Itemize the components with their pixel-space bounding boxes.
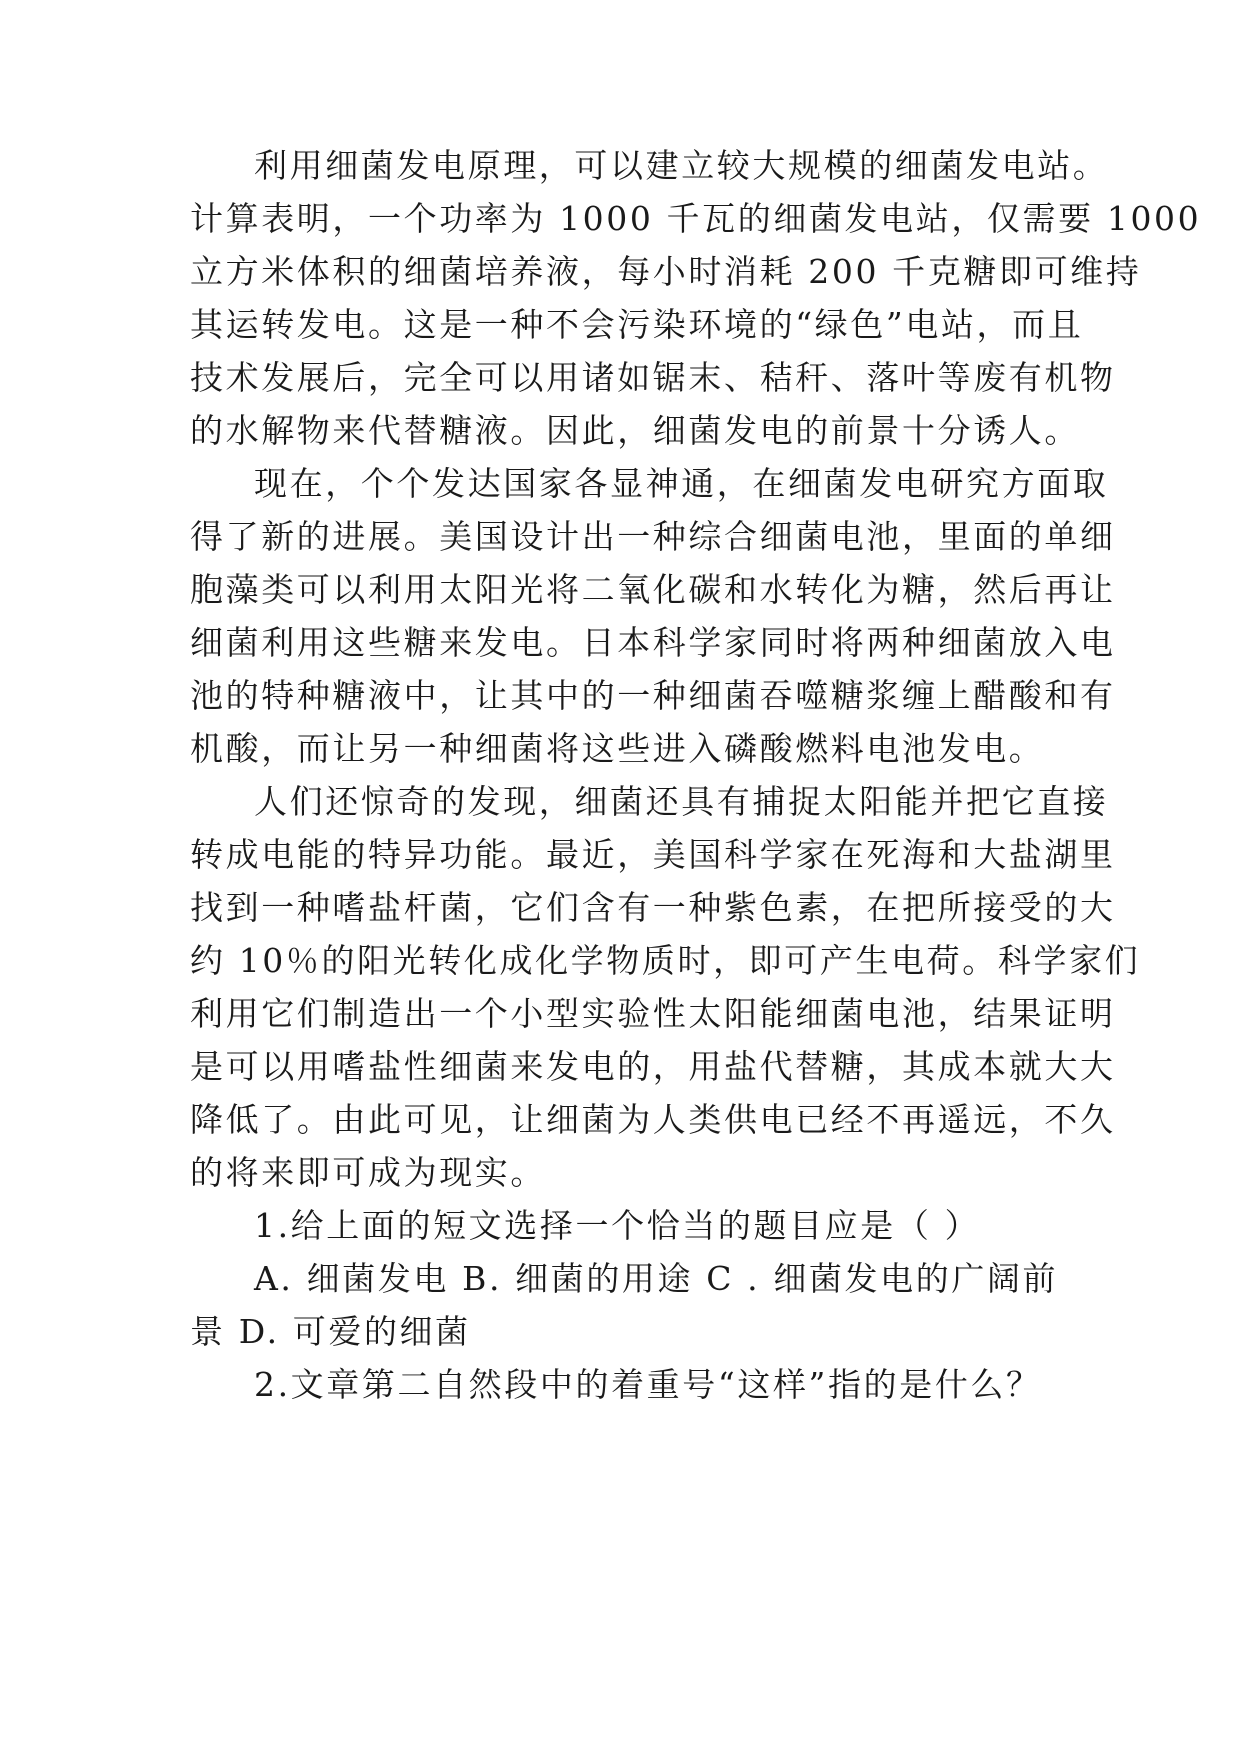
paragraph-3-line-6: 是可以用嗜盐性细菌来发电的，用盐代替糖，其成本就大大 [190, 1047, 1116, 1086]
paragraph-3-line-3: 找到一种嗜盐杆菌，它们含有一种紫色素，在把所接受的大 [190, 888, 1116, 927]
paragraph-2-line-1: 现在，个个发达国家各显神通，在细菌发电研究方面取 [254, 464, 1109, 503]
paragraph-2-line-4: 细菌利用这些糖来发电。日本科学家同时将两种细菌放入电 [190, 623, 1116, 662]
question-1: 1.给上面的短文选择一个恰当的题目应是（ ） [254, 1206, 981, 1245]
paragraph-1-line-5: 技术发展后，完全可以用诸如锯末、秸秆、落叶等废有机物 [190, 358, 1116, 397]
paragraph-2-line-6: 机酸，而让另一种细菌将这些进入磷酸燃料电池发电。 [190, 729, 1045, 768]
paragraph-3-line-2: 转成电能的特异功能。最近，美国科学家在死海和大盐湖里 [190, 835, 1116, 874]
paragraph-1-line-1: 利用细菌发电原理，可以建立较大规模的细菌发电站。 [254, 146, 1109, 185]
question-1-options-line-1: A. 细菌发电 B. 细菌的用途 C . 细菌发电的广阔前 [254, 1259, 1059, 1298]
paragraph-1-line-3: 立方米体积的细菌培养液，每小时消耗 200 千克糖即可维持 [190, 252, 1142, 291]
paragraph-3-line-1: 人们还惊奇的发现，细菌还具有捕捉太阳能并把它直接 [254, 782, 1109, 821]
paragraph-3-line-8: 的将来即可成为现实。 [190, 1153, 546, 1192]
paragraph-3-line-5: 利用它们制造出一个小型实验性太阳能细菌电池，结果证明 [190, 994, 1116, 1033]
question-1-options-line-2: 景 D. 可爱的细菌 [190, 1312, 471, 1351]
question-2: 2.文章第二自然段中的着重号“这样”指的是什么？ [254, 1365, 1042, 1404]
paragraph-1-line-4: 其运转发电。这是一种不会污染环境的“绿色”电站，而且 [190, 305, 1084, 344]
paragraph-2-line-2: 得了新的进展。美国设计出一种综合细菌电池，里面的单细 [190, 517, 1116, 556]
paragraph-3-line-7: 降低了。由此可见，让细菌为人类供电已经不再遥远，不久 [190, 1100, 1116, 1139]
paragraph-2-line-3: 胞藻类可以利用太阳光将二氧化碳和水转化为糖，然后再让 [190, 570, 1116, 609]
paragraph-1-line-6: 的水解物来代替糖液。因此，细菌发电的前景十分诱人。 [190, 411, 1080, 450]
paragraph-1-line-2: 计算表明，一个功率为 1000 千瓦的细菌发电站，仅需要 1000 [190, 199, 1202, 238]
paragraph-3-line-4: 约 10％的阳光转化成化学物质时，即可产生电荷。科学家们 [190, 941, 1141, 980]
paragraph-2-line-5: 池的特种糖液中，让其中的一种细菌吞噬糖浆缠上醋酸和有 [190, 676, 1116, 715]
